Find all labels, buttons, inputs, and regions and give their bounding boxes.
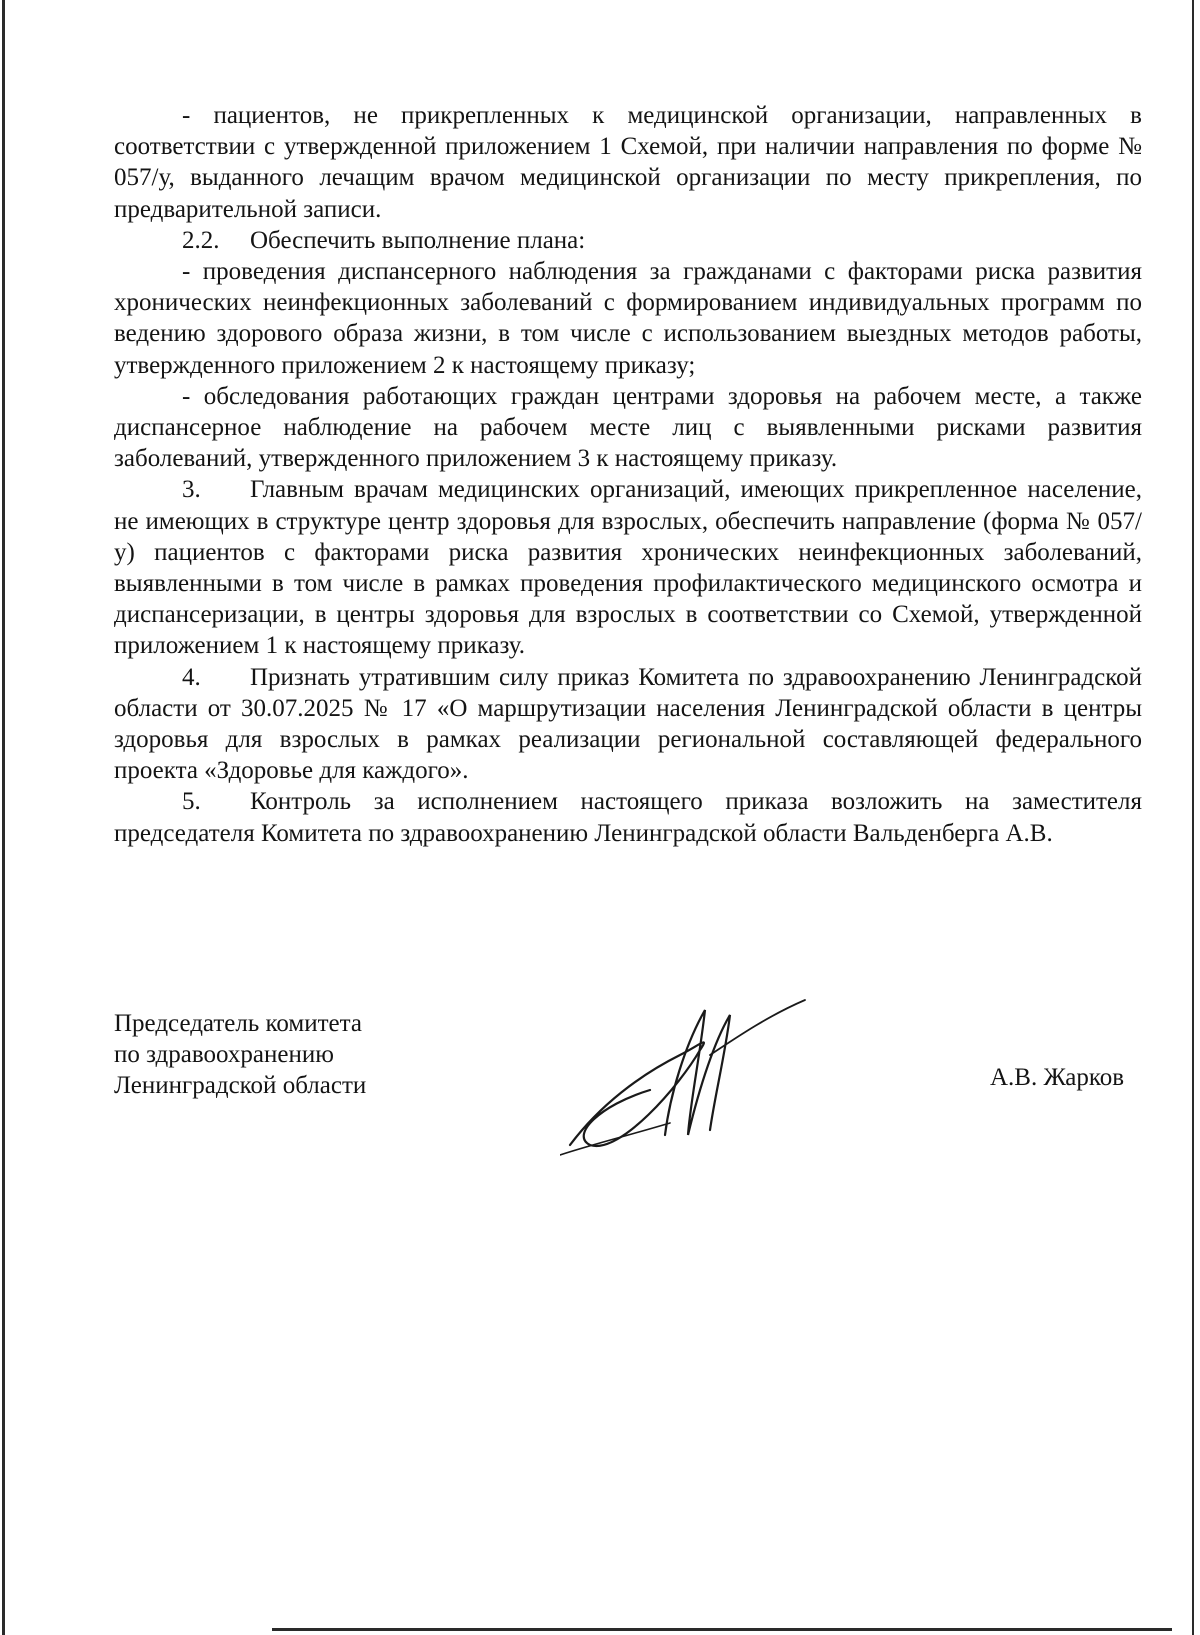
paragraph-text: Главным врачам медицинских организаций, имеющих прикрепленное население, не имеющих в структуре центр здоровья для взрослых, обеспечить направление (форма № 057/у) пациентов с факторами риска развития хронических неинфекционных заболеваний, выявленными в том числе в рамках проведения профилактического медицинского осмотра и диспансеризации, в центры здоровья для взрослых в соответствии со Схемой, утвержденной приложением 1 к настоящему приказу. <box>114 476 1142 660</box>
paragraph-text: Контроль за исполнением настоящего приказа возложить на заместителя председателя Комитета по здравоохранению Ленинградской области Вальденберга А.В. <box>114 788 1142 847</box>
paragraph-number: 3. <box>182 476 201 504</box>
paragraph-5 <box>114 786 1142 848</box>
signatory-position-line: Председатель комитета <box>114 1010 362 1037</box>
paragraph-text: Признать утратившим силу приказ Комитета по здравоохранению Ленинградской области от 30.07.2025 № 17 «О маршрутизации населения Ленинградской области в центры здоровья для взрослых в рамках реализации региональной составляющей федерального проекта «Здоровье для каждого». <box>114 663 1142 785</box>
scan-edge-bottom <box>272 1628 1172 1631</box>
document-body <box>114 100 1142 849</box>
handwritten-signature <box>560 995 820 1175</box>
paragraph-text: Обеспечить выполнение плана: <box>250 226 586 254</box>
paragraph-3 <box>114 474 1142 661</box>
scan-edge-left <box>2 0 5 1635</box>
scan-edge-right <box>1192 0 1194 1635</box>
paragraph-bullet-observation <box>114 256 1142 381</box>
paragraph-2-2 <box>114 225 1142 256</box>
paragraph-bullet-examination <box>114 381 1142 475</box>
paragraph-text: - обследования работающих граждан центрами здоровья на рабочем месте, а также диспансерное наблюдение на рабочем месте лиц с выявленными рисками развития заболеваний, утвержденного приложением 3 к настоящему приказу. <box>114 382 1142 473</box>
signatory-name: А.В. Жарков <box>990 1064 1125 1091</box>
paragraph-number: 4. <box>182 663 201 691</box>
signatory-position-line: по здравоохранению <box>114 1041 334 1069</box>
paragraph-text: - проведения диспансерного наблюдения за гражданами с факторами риска развития хронических неинфекционных заболеваний с формированием индивидуальных программ по ведению здорового образа жизни, в том числе с использованием выездных методов работы, утвержденного приложением 2 к настоящему приказу; <box>114 258 1142 379</box>
paragraph-number: 2.2. <box>182 226 220 254</box>
signatory-position-line: Ленинградской области <box>114 1072 367 1100</box>
paragraph-4 <box>114 662 1142 787</box>
signatory-position <box>114 1008 366 1102</box>
paragraph-text: - пациентов, не прикрепленных к медицинской организации, направленных в соответствии с утвержденной приложением 1 Схемой, при наличии направления по форме № 057/у, выданного лечащим врачом медицинской организации по месту прикрепления, по предварительной записи. <box>114 102 1142 223</box>
paragraph-bullet-patients <box>114 100 1142 225</box>
paragraph-number: 5. <box>182 788 201 816</box>
